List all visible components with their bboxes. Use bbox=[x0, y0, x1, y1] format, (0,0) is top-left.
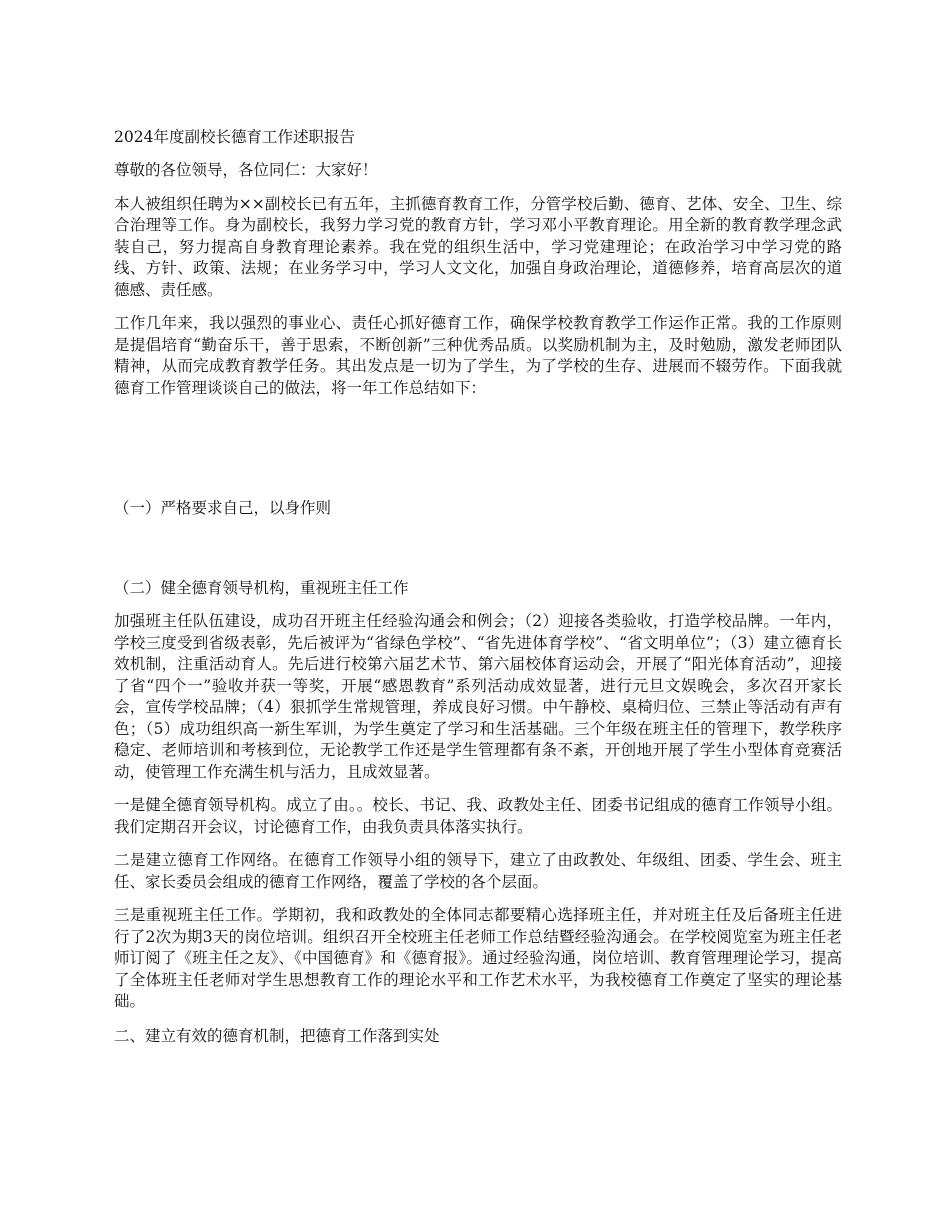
paragraph-class-teacher-team: 加强班主任队伍建设，成功召开班主任经验沟通会和例会；（2）迎接各类验收，打造学校品牌。一年内，学校三度受到省级表彰，先后被评为“省绿色学校”、“省先进体育学校”、“省文明单位”；（3）建立德育长效机制，注重活动育人。先后进行校第六届艺术节、第六届校体育运动会，开展了“阳光体育活动”，迎接了省“四个一”验收并获一等奖，开展“感恩教育”系列活动成效显著，进行元旦文娱晚会，多次召开家长会，宣传学校品牌；（4）狠抓学生常规管理，养成良好习惯。中午静校、桌椅归位、三禁止等活动有声有色；（5）成功组织高一新生军训，为学生奠定了学习和生活基础。三个年级在班主任的管理下，教学秩序稳定、老师培训和考核到位，无论教学工作还是学生管理都有条不紊，开创地开展了学生小型体育竞赛活动，使管理工作充满生机与活力，且成效显著。 bbox=[114, 612, 842, 781]
greeting: 尊敬的各位领导，各位同仁：大家好！ bbox=[114, 161, 378, 179]
section-heading-1: （一）严格要求自己，以身作则 bbox=[114, 499, 332, 517]
paragraph-work-network: 二是建立德育工作网络。在德育工作领导小组的领导下，建立了由政教处、年级组、团委、学生会、班主任、家长委员会组成的德育工作网络，覆盖了学校的各个层面。 bbox=[114, 851, 842, 891]
spacer bbox=[114, 411, 842, 497]
spacer bbox=[114, 531, 842, 577]
document-page bbox=[114, 126, 842, 1059]
section-heading-3: 二、建立有效的德育机制，把德育工作落到实处 bbox=[114, 1026, 440, 1045]
paragraph-leadership-body: 一是健全德育领导机构。成立了由。。校长、书记、我、政教处主任、团委书记组成的德育工作领导小组。我们定期召开会议，讨论德育工作，由我负责具体落实执行。 bbox=[114, 796, 842, 836]
document-title: 2024年度副校长德育工作述职报告 bbox=[114, 128, 355, 146]
paragraph-intro: 本人被组织任聘为××副校长已有五年，主抓德育教育工作，分管学校后勤、德育、艺体、安全、卫生、综合治理等工作。身为副校长，我努力学习党的教育方针，学习邓小平教育理论。用全新的教育教学理念武装自己，努力提高自身教育理论素养。我在党的组织生活中，学习党建理论；在政治学习中学习党的路线、方针、政策、法规；在业务学习中，学习人文文化，加强自身政治理论，道德修养，培育高层次的道德感、责任感。 bbox=[114, 194, 842, 299]
paragraph-class-teacher-work: 三是重视班主任工作。学期初，我和政教处的全体同志都要精心选择班主任，并对班主任及后备班主任进行了2次为期3天的岗位培训。组织召开全校班主任老师工作总结暨经验沟通会。在学校阅览室为班主任老师订阅了《班主任之友》、《中国德育》和《德育报》。通过经验沟通，岗位培训、教育管理理论学习，提高了全体班主任老师对学生思想教育工作的理论水平和工作艺术水平，为我校德育工作奠定了坚实的理论基础。 bbox=[114, 906, 842, 1010]
section-heading-2: （二）健全德育领导机构，重视班主任工作 bbox=[114, 579, 409, 597]
paragraph-work-principles: 工作几年来，我以强烈的事业心、责任心抓好德育工作，确保学校教育教学工作运作正常。我的工作原则是提倡培育“勤奋乐干，善于思索，不断创新”三种优秀品质。以奖励机制为主，及时勉励，激发老师团队精神，从而完成教育教学任务。其出发点是一切为了学生，为了学校的生存、进展而不辍劳作。下面我就德育工作管理谈谈自己的做法，将一年工作总结如下： bbox=[114, 314, 842, 397]
